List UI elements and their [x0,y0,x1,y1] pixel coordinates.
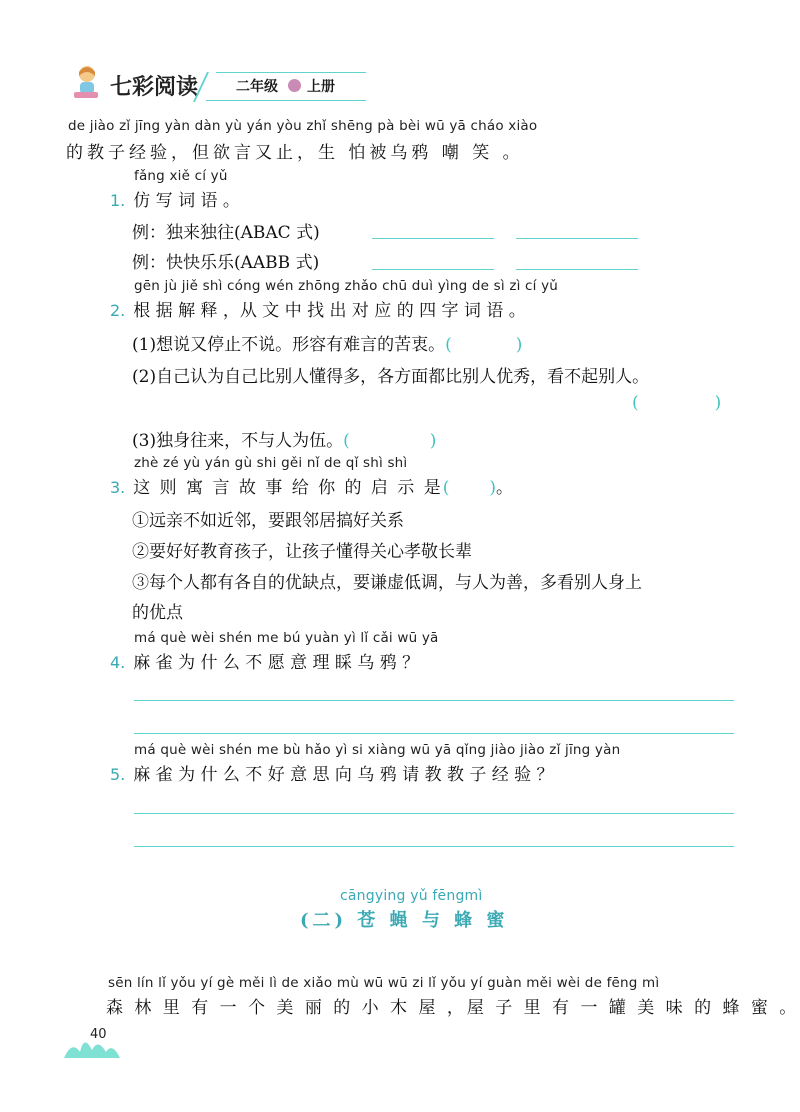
q2-item-3-close: ) [429,431,437,451]
q2-item-2-answer [632,393,721,413]
header-top-line [216,72,366,73]
q2-item-3-open: ( [343,431,350,451]
q1-answer-line-2a[interactable] [372,269,494,270]
q3-option-3[interactable]: ③每个人都有各自的优缺点，要谦虚低调，与人为善，多看别人身上 [132,573,642,593]
q1-number: 1. [110,191,126,210]
q2-prompt [110,296,526,321]
q4-answer-line-2[interactable] [134,733,734,734]
q2-item-2-open: ( [632,393,639,413]
intro-text: 的教子经验，但欲言又止，生 怕被乌鸦 嘲 笑 。 [66,143,524,163]
q2-item-3 [132,426,436,451]
q2-item-1-open: ( [445,335,452,355]
q2-pinyin: gēn jù jiě shì cóng wén zhōng zhǎo chū duì yìng de sì zì cí yǔ [134,278,559,294]
q3-prompt [110,473,513,498]
q4-prompt [110,648,419,673]
q3-close: ) [489,478,496,498]
q2-item-2: (2)自己认为自己比别人懂得多，各方面都比别人优秀，看不起别人。 [132,367,650,387]
header-title: 七彩阅读 [110,75,199,100]
q1-example-2: 例：快快乐乐(AABB 式) [132,253,320,273]
q4-pinyin: má què wèi shén me bú yuàn yì lǐ cǎi wū yā [134,630,439,646]
q2-number: 2. [110,301,126,320]
story-pinyin: sēn lín lǐ yǒu yí gè měi lì de xiǎo mù wū wū zi lǐ yǒu yí guàn měi wèi de fēng mì [108,975,660,991]
q5-pinyin: má què wèi shén me bù hǎo yì si xiàng wū yā qǐng jiào jiào zǐ jīng yàn [134,742,621,758]
page-number: 40 [90,1027,107,1042]
q4-number: 4. [110,653,126,672]
q3-pinyin: zhè zé yù yán gù shi gěi nǐ de qǐ shì shì [134,455,408,471]
q1-answer-line-1b[interactable] [516,238,638,239]
q1-prompt [110,186,240,211]
header-volume: 上册 [307,79,335,95]
q3-option-3-cont: 的优点 [132,603,183,623]
q5-answer-line-1[interactable] [134,813,734,814]
header-divider [206,100,366,101]
q4-text: 麻 雀 为 什 么 不 愿 意 理 睬 乌 鸦 ？ [133,653,420,673]
q1-pinyin: fǎng xiě cí yǔ [134,168,228,184]
header-grade: 二年级 [236,79,278,95]
q2-item-2-close: ) [714,393,722,413]
q2-item-1-close: ) [515,335,523,355]
q5-number: 5. [110,765,126,784]
q1-text: 仿 写 词 语 。 [133,191,240,211]
q3-text: 这 则 寓 言 故 事 给 你 的 启 示 是 [133,478,443,498]
header-dot [288,79,301,92]
q1-answer-line-1a[interactable] [372,238,494,239]
q3-number: 3. [110,478,126,497]
q5-prompt [110,760,554,785]
q5-text: 麻 雀 为 什 么 不 好 意 思 向 乌 鸦 请 教 教 子 经 验 ？ [133,765,554,785]
header-mascot [70,62,104,102]
q2-item-3-text: (3)独身往来，不与人为伍。 [132,431,344,451]
section2-title: (二) 苍 蝇 与 蜂 蜜 [300,910,509,931]
intro-pinyin: de jiào zǐ jīng yàn dàn yù yán yòu zhǐ shēng pà bèi wū yā cháo xiào [68,118,538,134]
q1-example-1: 例：独来独往(ABAC 式) [132,223,320,243]
q2-text: 根 据 解 释 ，从 文 中 找 出 对 应 的 四 字 词 语 。 [133,301,526,321]
q3-option-1[interactable]: ①远亲不如近邻，要跟邻居搞好关系 [132,511,404,531]
q5-answer-line-2[interactable] [134,846,734,847]
q3-open: ( [442,478,450,498]
q3-option-2[interactable]: ②要好好教育孩子，让孩子懂得关心孝敬长辈 [132,542,472,562]
section2-pinyin: cāngying yǔ fēngmì [340,888,483,904]
q2-item-1 [132,330,522,355]
q1-answer-line-2b[interactable] [516,269,638,270]
q3-end: 。 [496,478,513,498]
story-text: 森 林 里 有 一 个 美 丽 的 小 木 屋 ，屋 子 里 有 一 罐 美 味 的 蜂 蜜 。 [106,998,800,1018]
q4-answer-line-1[interactable] [134,700,734,701]
q2-item-1-text: (1)想说又停止不说。形容有难言的苦衷。 [132,335,446,355]
